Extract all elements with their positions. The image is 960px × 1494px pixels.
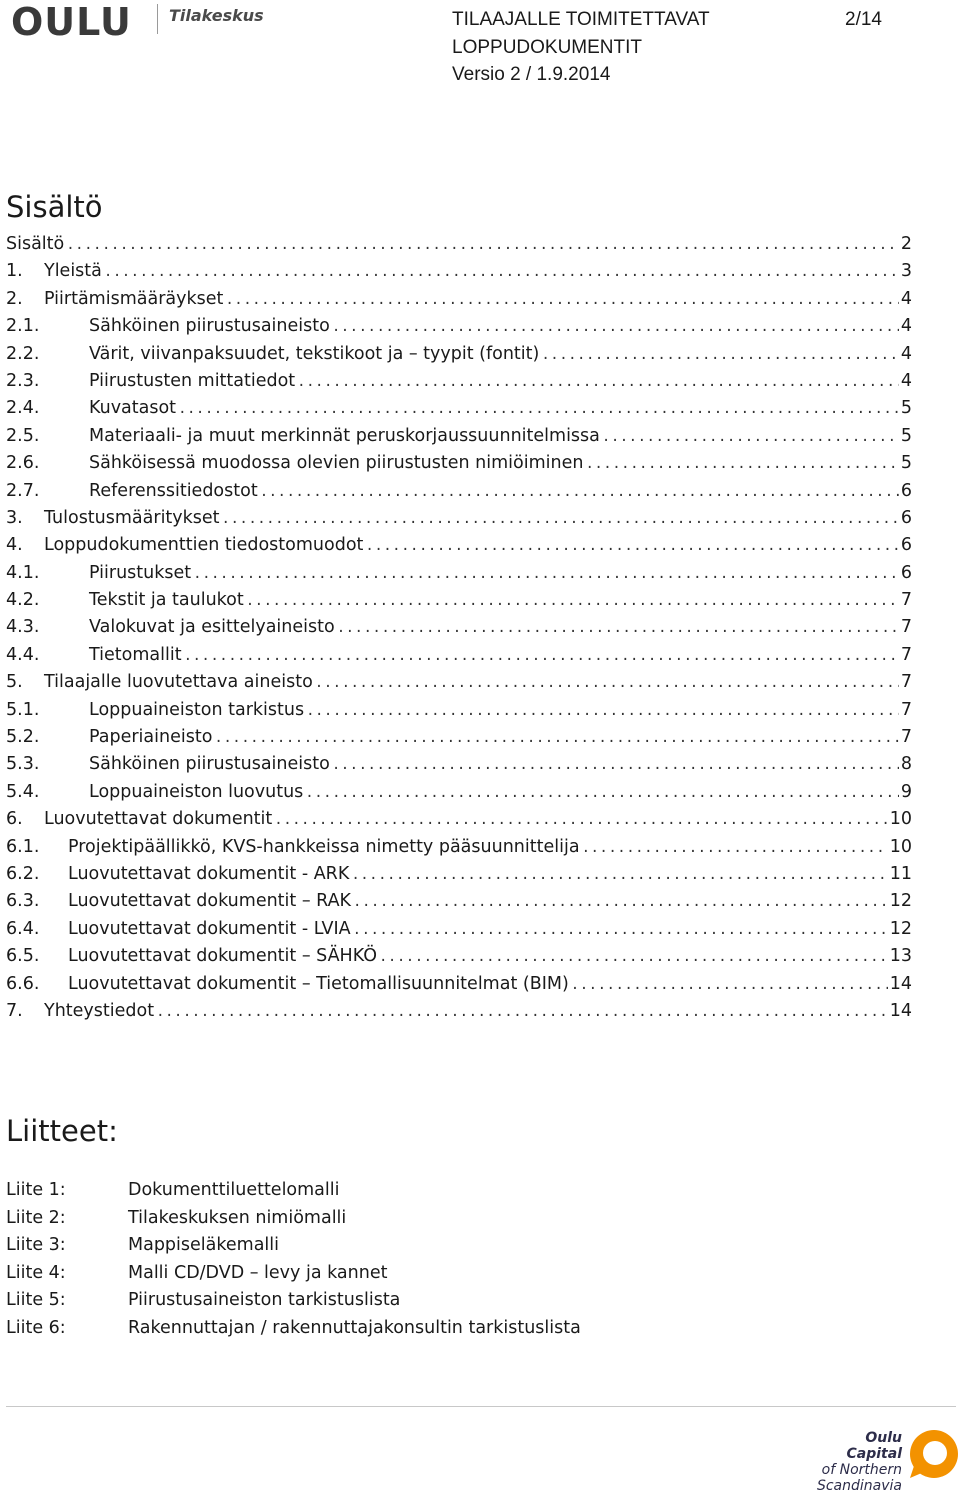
page-number: 2/14 — [845, 9, 882, 30]
toc-entry-page: 7 — [900, 644, 912, 665]
toc-entry-page: 6 — [900, 535, 912, 556]
attachment-label: Liite 1: — [6, 1180, 66, 1200]
attachment-item — [6, 1205, 581, 1233]
toc-entry[interactable] — [6, 258, 912, 285]
attachment-title: Piirustusaineiston tarkistuslista — [128, 1290, 401, 1311]
toc-entry[interactable] — [6, 861, 912, 888]
toc-dot-leader — [297, 369, 899, 395]
logo-line-1: Oulu Capital — [846, 1430, 902, 1462]
toc-entry[interactable] — [6, 971, 912, 998]
attachment-label: Liite 3: — [6, 1235, 66, 1256]
attachment-label: Liite 2: — [6, 1207, 66, 1228]
toc-dot-leader — [178, 396, 899, 422]
toc-entry-page: 7 — [900, 617, 912, 638]
toc-entry-number: 4.3. — [6, 617, 40, 638]
toc-entry-title: Materiaali- ja muut merkinnät peruskorjaussuunnitelmissa — [89, 425, 600, 446]
toc-dot-leader — [104, 259, 899, 285]
attachments-heading: Liitteet: — [6, 1114, 118, 1148]
toc-entry-number: 5.2. — [6, 727, 40, 748]
toc-entry-page: 9 — [900, 781, 912, 802]
toc-entry-number: 6. — [6, 809, 23, 830]
toc-entry-title: Luovutettavat dokumentit – SÄHKÖ — [68, 946, 377, 967]
attachment-title: Dokumenttiluettelomalli — [128, 1180, 340, 1200]
attachment-item — [6, 1232, 581, 1260]
toc-entry[interactable] — [6, 642, 912, 669]
toc-entry-number: 6.2. — [6, 863, 40, 884]
toc-entry[interactable] — [6, 478, 912, 505]
toc-dot-leader — [379, 944, 888, 970]
toc-dot-leader — [351, 862, 887, 888]
toc-entry[interactable] — [6, 587, 912, 614]
toc-entry-page: 4 — [900, 343, 912, 364]
toc-entry-title: Värit, viivanpaksuudet, tekstikoot ja – tyypit (fontit) — [89, 343, 540, 364]
toc-entry-page: 2 — [900, 234, 912, 254]
toc-entry-number: 6.5. — [6, 946, 40, 967]
toc-entry[interactable] — [6, 998, 912, 1025]
toc-entry-title: Sähköinen piirustusaineisto — [89, 754, 330, 775]
toc-dot-leader — [315, 670, 899, 696]
toc-entry-page: 12 — [889, 918, 912, 939]
toc-entry-page: 12 — [889, 891, 912, 912]
toc-entry-number: 2.7. — [6, 480, 40, 501]
toc-entry-page: 7 — [900, 699, 912, 720]
toc-entry-page: 7 — [900, 727, 912, 748]
toc-entry-number: 4.4. — [6, 644, 40, 665]
toc-entry-title: Tilaajalle luovutettava aineisto — [44, 672, 313, 693]
toc-entry[interactable] — [6, 560, 912, 587]
toc-entry-number: 5. — [6, 672, 23, 693]
toc-entry[interactable] — [6, 943, 912, 970]
toc-entry-title: Sähköisessä muodossa olevien piirustusten nimiöiminen — [89, 453, 584, 474]
toc-dot-leader — [353, 917, 888, 943]
logo-line-3: Scandinavia — [816, 1478, 902, 1494]
tilakeskus-logo-text: Tilakeskus — [169, 6, 264, 25]
toc-entry-page: 8 — [900, 754, 912, 775]
toc-entry-title: Sähköinen piirustusaineisto — [89, 316, 330, 337]
toc-entry-page: 3 — [900, 261, 912, 282]
toc-dot-leader — [306, 698, 899, 724]
toc-dot-leader — [193, 561, 899, 587]
toc-entry[interactable] — [6, 806, 912, 833]
toc-entry-number: 5.3. — [6, 754, 40, 775]
toc-entry-title: Luovutettavat dokumentit — [44, 809, 273, 830]
toc-entry[interactable] — [6, 888, 912, 915]
toc-entry[interactable] — [6, 532, 912, 559]
toc-entry[interactable] — [6, 505, 912, 532]
toc-entry-page: 6 — [900, 562, 912, 583]
logo-divider — [157, 4, 158, 34]
toc-dot-leader — [260, 479, 899, 505]
toc-entry-title: Luovutettavat dokumentit - ARK — [68, 863, 350, 884]
attachment-label: Liite 5: — [6, 1290, 66, 1311]
toc-entry-number: 2.3. — [6, 370, 40, 391]
toc-entry-title: Loppudokumenttien tiedostomuodot — [44, 535, 364, 556]
toc-entry[interactable] — [6, 313, 912, 340]
toc-entry[interactable] — [6, 368, 912, 395]
oulu-capital-logo-text — [806, 1430, 902, 1494]
toc-entry[interactable] — [6, 751, 912, 778]
toc-entry[interactable] — [6, 450, 912, 477]
toc-dot-leader — [602, 424, 899, 450]
toc-entry-title: Yleistä — [44, 261, 102, 282]
toc-entry-title: Tulostusmääritykset — [44, 507, 220, 528]
toc-entry-title: Loppuaineiston luovutus — [89, 781, 304, 802]
attachment-title: Rakennuttajan / rakennuttajakonsultin tarkistuslista — [128, 1317, 581, 1338]
toc-entry-title: Tietomallit — [89, 644, 182, 665]
toc-entry[interactable] — [6, 423, 912, 450]
toc-entry-number: 2. — [6, 288, 23, 309]
toc-entry-title: Loppuaineiston tarkistus — [89, 699, 305, 720]
toc-dot-leader — [274, 807, 887, 833]
attachment-label: Liite 4: — [6, 1262, 66, 1283]
toc-entry-number: 6.3. — [6, 891, 40, 912]
attachment-item — [6, 1287, 581, 1315]
toc-entry-number: 5.1. — [6, 699, 40, 720]
toc-entry-number: 2.1. — [6, 316, 40, 337]
toc-entry-page: 14 — [889, 1000, 912, 1021]
toc-entry-page: 13 — [889, 946, 912, 967]
toc-entry-page: 5 — [900, 453, 912, 474]
toc-dot-leader — [571, 972, 888, 998]
toc-entry-page: 6 — [900, 480, 912, 501]
toc-dot-leader — [156, 999, 888, 1025]
toc-entry-number: 4. — [6, 535, 23, 556]
toc-entry[interactable] — [6, 395, 912, 422]
toc-entry-title: Piirustukset — [89, 562, 192, 583]
toc-entry-title: Kuvatasot — [89, 398, 177, 419]
toc-entry-number: 2.5. — [6, 425, 40, 446]
document-version: Versio 2 / 1.9.2014 — [452, 64, 611, 85]
toc-dot-leader — [66, 232, 899, 258]
document-title-line1: TILAAJALLE TOIMITETTAVAT — [452, 9, 710, 30]
toc-entry-title: Yhteystiedot — [44, 1000, 155, 1021]
toc-entry-title: Valokuvat ja esittelyaineisto — [89, 617, 335, 638]
attachment-label: Liite 6: — [6, 1317, 66, 1338]
toc-entry-title: Luovutettavat dokumentit - LVIA — [68, 918, 351, 939]
toc-entry-number: 5.4. — [6, 781, 40, 802]
toc-entry-title: Referenssitiedostot — [89, 480, 258, 501]
attachment-title: Tilakeskuksen nimiömalli — [128, 1207, 347, 1228]
toc-entry-number: 2.6. — [6, 453, 40, 474]
toc-entry-title: Luovutettavat dokumentit – RAK — [68, 891, 352, 912]
toc-entry-title: Piirustusten mittatiedot — [89, 370, 296, 391]
logo-line-2: of Northern — [821, 1462, 902, 1478]
toc-entry-page: 4 — [900, 288, 912, 309]
toc-entry-title: Luovutettavat dokumentit – Tietomallisuunnitelmat (BIM) — [68, 973, 569, 994]
toc-entry-page: 5 — [900, 425, 912, 446]
table-of-contents — [6, 231, 912, 1025]
toc-dot-leader — [541, 342, 899, 368]
attachment-item — [6, 1315, 581, 1343]
toc-entry[interactable] — [6, 916, 912, 943]
toc-entry[interactable] — [6, 697, 912, 724]
attachments-list — [6, 1177, 581, 1343]
attachment-title: Malli CD/DVD – levy ja kannet — [128, 1262, 388, 1283]
toc-entry-number: 1. — [6, 261, 23, 282]
toc-entry[interactable] — [6, 779, 912, 806]
oulu-capital-logo — [806, 1430, 960, 1494]
toc-dot-leader — [582, 835, 888, 861]
toc-entry-title: Paperiaineisto — [89, 727, 213, 748]
toc-entry[interactable] — [6, 834, 912, 861]
toc-entry[interactable] — [6, 724, 912, 751]
toc-dot-leader — [214, 725, 898, 751]
toc-entry-number: 4.1. — [6, 562, 40, 583]
toc-entry-number: 2.2. — [6, 343, 40, 364]
toc-entry-number: 6.6. — [6, 973, 40, 994]
toc-dot-leader — [225, 287, 899, 313]
toc-entry-number: 2.4. — [6, 398, 40, 419]
toc-entry-number: 4.2. — [6, 590, 40, 611]
document-title — [452, 6, 710, 89]
toc-entry[interactable] — [6, 341, 912, 368]
oulu-logo-text: OULU — [11, 0, 132, 44]
toc-entry-title: Piirtämismääräykset — [44, 288, 224, 309]
toc-dot-leader — [332, 752, 899, 778]
toc-dot-leader — [365, 533, 898, 559]
attachment-title: Mappiseläkemalli — [128, 1235, 280, 1256]
toc-entry-page: 4 — [900, 316, 912, 337]
toc-entry-title: Sisältö — [6, 234, 65, 254]
toc-entry-title: Projektipäällikkö, KVS-hankkeissa nimetty pääsuunnittelija — [68, 836, 580, 857]
document-title-line2: LOPPUDOKUMENTIT — [452, 36, 643, 58]
toc-entry-number: 7. — [6, 1000, 23, 1021]
toc-entry-page: 14 — [889, 973, 912, 994]
toc-dot-leader — [222, 506, 899, 532]
toc-dot-leader — [246, 588, 899, 614]
contents-heading: Sisältö — [6, 190, 103, 224]
toc-dot-leader — [585, 451, 898, 477]
toc-entry-number: 3. — [6, 507, 23, 528]
toc-entry[interactable] — [6, 231, 912, 258]
toc-dot-leader — [353, 889, 888, 915]
toc-entry-page: 4 — [900, 370, 912, 391]
attachment-item — [6, 1260, 581, 1288]
toc-entry-page: 6 — [900, 507, 912, 528]
toc-entry[interactable] — [6, 614, 912, 641]
toc-entry-title: Tekstit ja taulukot — [89, 590, 244, 611]
toc-entry-page: 7 — [900, 672, 912, 693]
speech-bubble-icon — [908, 1430, 960, 1479]
toc-dot-leader — [332, 314, 899, 340]
toc-dot-leader — [305, 780, 899, 806]
toc-entry[interactable] — [6, 286, 912, 313]
toc-entry-number: 6.4. — [6, 918, 40, 939]
toc-entry-page: 5 — [900, 398, 912, 419]
toc-entry-page: 10 — [889, 809, 912, 830]
footer-divider — [6, 1406, 956, 1407]
toc-entry[interactable] — [6, 669, 912, 696]
toc-dot-leader — [337, 615, 899, 641]
attachment-item — [6, 1177, 581, 1205]
toc-entry-page: 7 — [900, 590, 912, 611]
toc-entry-page: 10 — [889, 836, 912, 857]
toc-entry-page: 11 — [889, 863, 912, 884]
toc-dot-leader — [184, 643, 899, 669]
toc-entry-number: 6.1. — [6, 836, 40, 857]
